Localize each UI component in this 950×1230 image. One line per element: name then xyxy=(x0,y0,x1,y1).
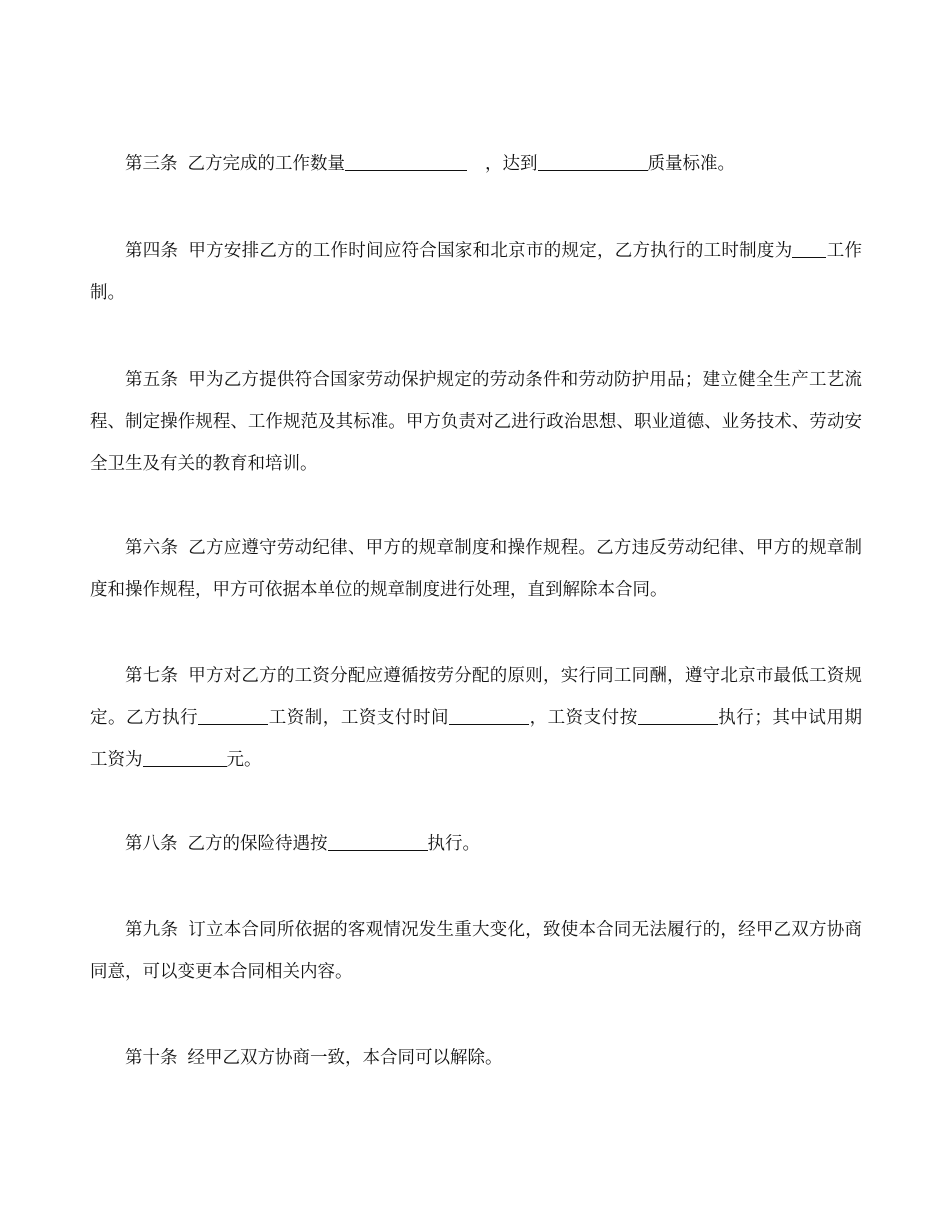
clause-10 xyxy=(90,1037,862,1079)
clause-text: 工作制。 xyxy=(90,241,863,303)
clause-text: ，达到 xyxy=(485,154,538,174)
clause-text: 质量标准。 xyxy=(647,154,735,174)
clause-number: 第七条 xyxy=(125,666,179,686)
clause-number: 第九条 xyxy=(125,920,179,940)
clause-4 xyxy=(90,230,862,314)
blank-payment-method[interactable] xyxy=(638,706,718,725)
clause-9 xyxy=(90,909,862,993)
blank-insurance-basis[interactable] xyxy=(328,832,428,851)
clause-number: 第五条 xyxy=(125,370,179,390)
clause-number: 第三条 xyxy=(125,154,178,174)
clause-text: 乙方应遵守劳动纪律、甲方的规章制度和操作规程。乙方违反劳动纪律、甲方的规章制度和操作规程，甲方可依据本单位的规章制度进行处理，直到解除本合同。 xyxy=(90,538,863,600)
blank-work-quantity[interactable] xyxy=(345,152,467,171)
clause-6 xyxy=(90,527,862,611)
clause-text: 元。 xyxy=(226,750,262,770)
blank-quality-standard[interactable] xyxy=(538,152,648,171)
clause-text: 甲方对乙方的工资分配应遵循按劳分配的原则，实行同工同酬，遵守北京市最低工资规定。乙方执行 xyxy=(90,666,863,728)
clause-text: 乙方的保险待遇按 xyxy=(187,834,328,854)
blank-payment-time[interactable] xyxy=(449,706,529,725)
clause-number: 第十条 xyxy=(125,1048,178,1068)
clause-text: 经甲乙双方协商一致，本合同可以解除。 xyxy=(187,1048,503,1068)
clause-number: 第八条 xyxy=(125,834,178,854)
clause-text: 执行；其中试用期工资为 xyxy=(90,708,862,770)
clause-text: 乙方完成的工作数量 xyxy=(187,154,345,174)
blank-wage-system[interactable] xyxy=(198,706,268,725)
clause-3 xyxy=(90,143,862,185)
blank-working-hours-system[interactable] xyxy=(792,239,826,258)
clause-text: 订立本合同所依据的客观情况发生重大变化，致使本合同无法履行的，经甲乙双方协商同意，可以变更本合同相关内容。 xyxy=(90,920,863,982)
clause-text: 甲方安排乙方的工作时间应符合国家和北京市的规定，乙方执行的工时制度为 xyxy=(188,241,793,261)
blank-probation-wage[interactable] xyxy=(143,748,227,767)
clause-text: ，工资支付按 xyxy=(529,708,638,728)
clause-text: 工资制，工资支付时间 xyxy=(268,708,450,728)
clause-5 xyxy=(90,359,862,485)
clause-text: 甲为乙方提供符合国家劳动保护规定的劳动条件和劳动防护用品；建立健全生产工艺流程、制定操作规程、工作规范及其标准。甲方负责对乙进行政治思想、职业道德、业务技术、劳动安全卫生及有关的教育和培训。 xyxy=(90,370,863,474)
clause-7 xyxy=(90,655,862,781)
clause-8 xyxy=(90,823,862,865)
clause-number: 第四条 xyxy=(125,241,179,261)
clause-text: 执行。 xyxy=(427,834,480,854)
clause-number: 第六条 xyxy=(125,538,179,558)
